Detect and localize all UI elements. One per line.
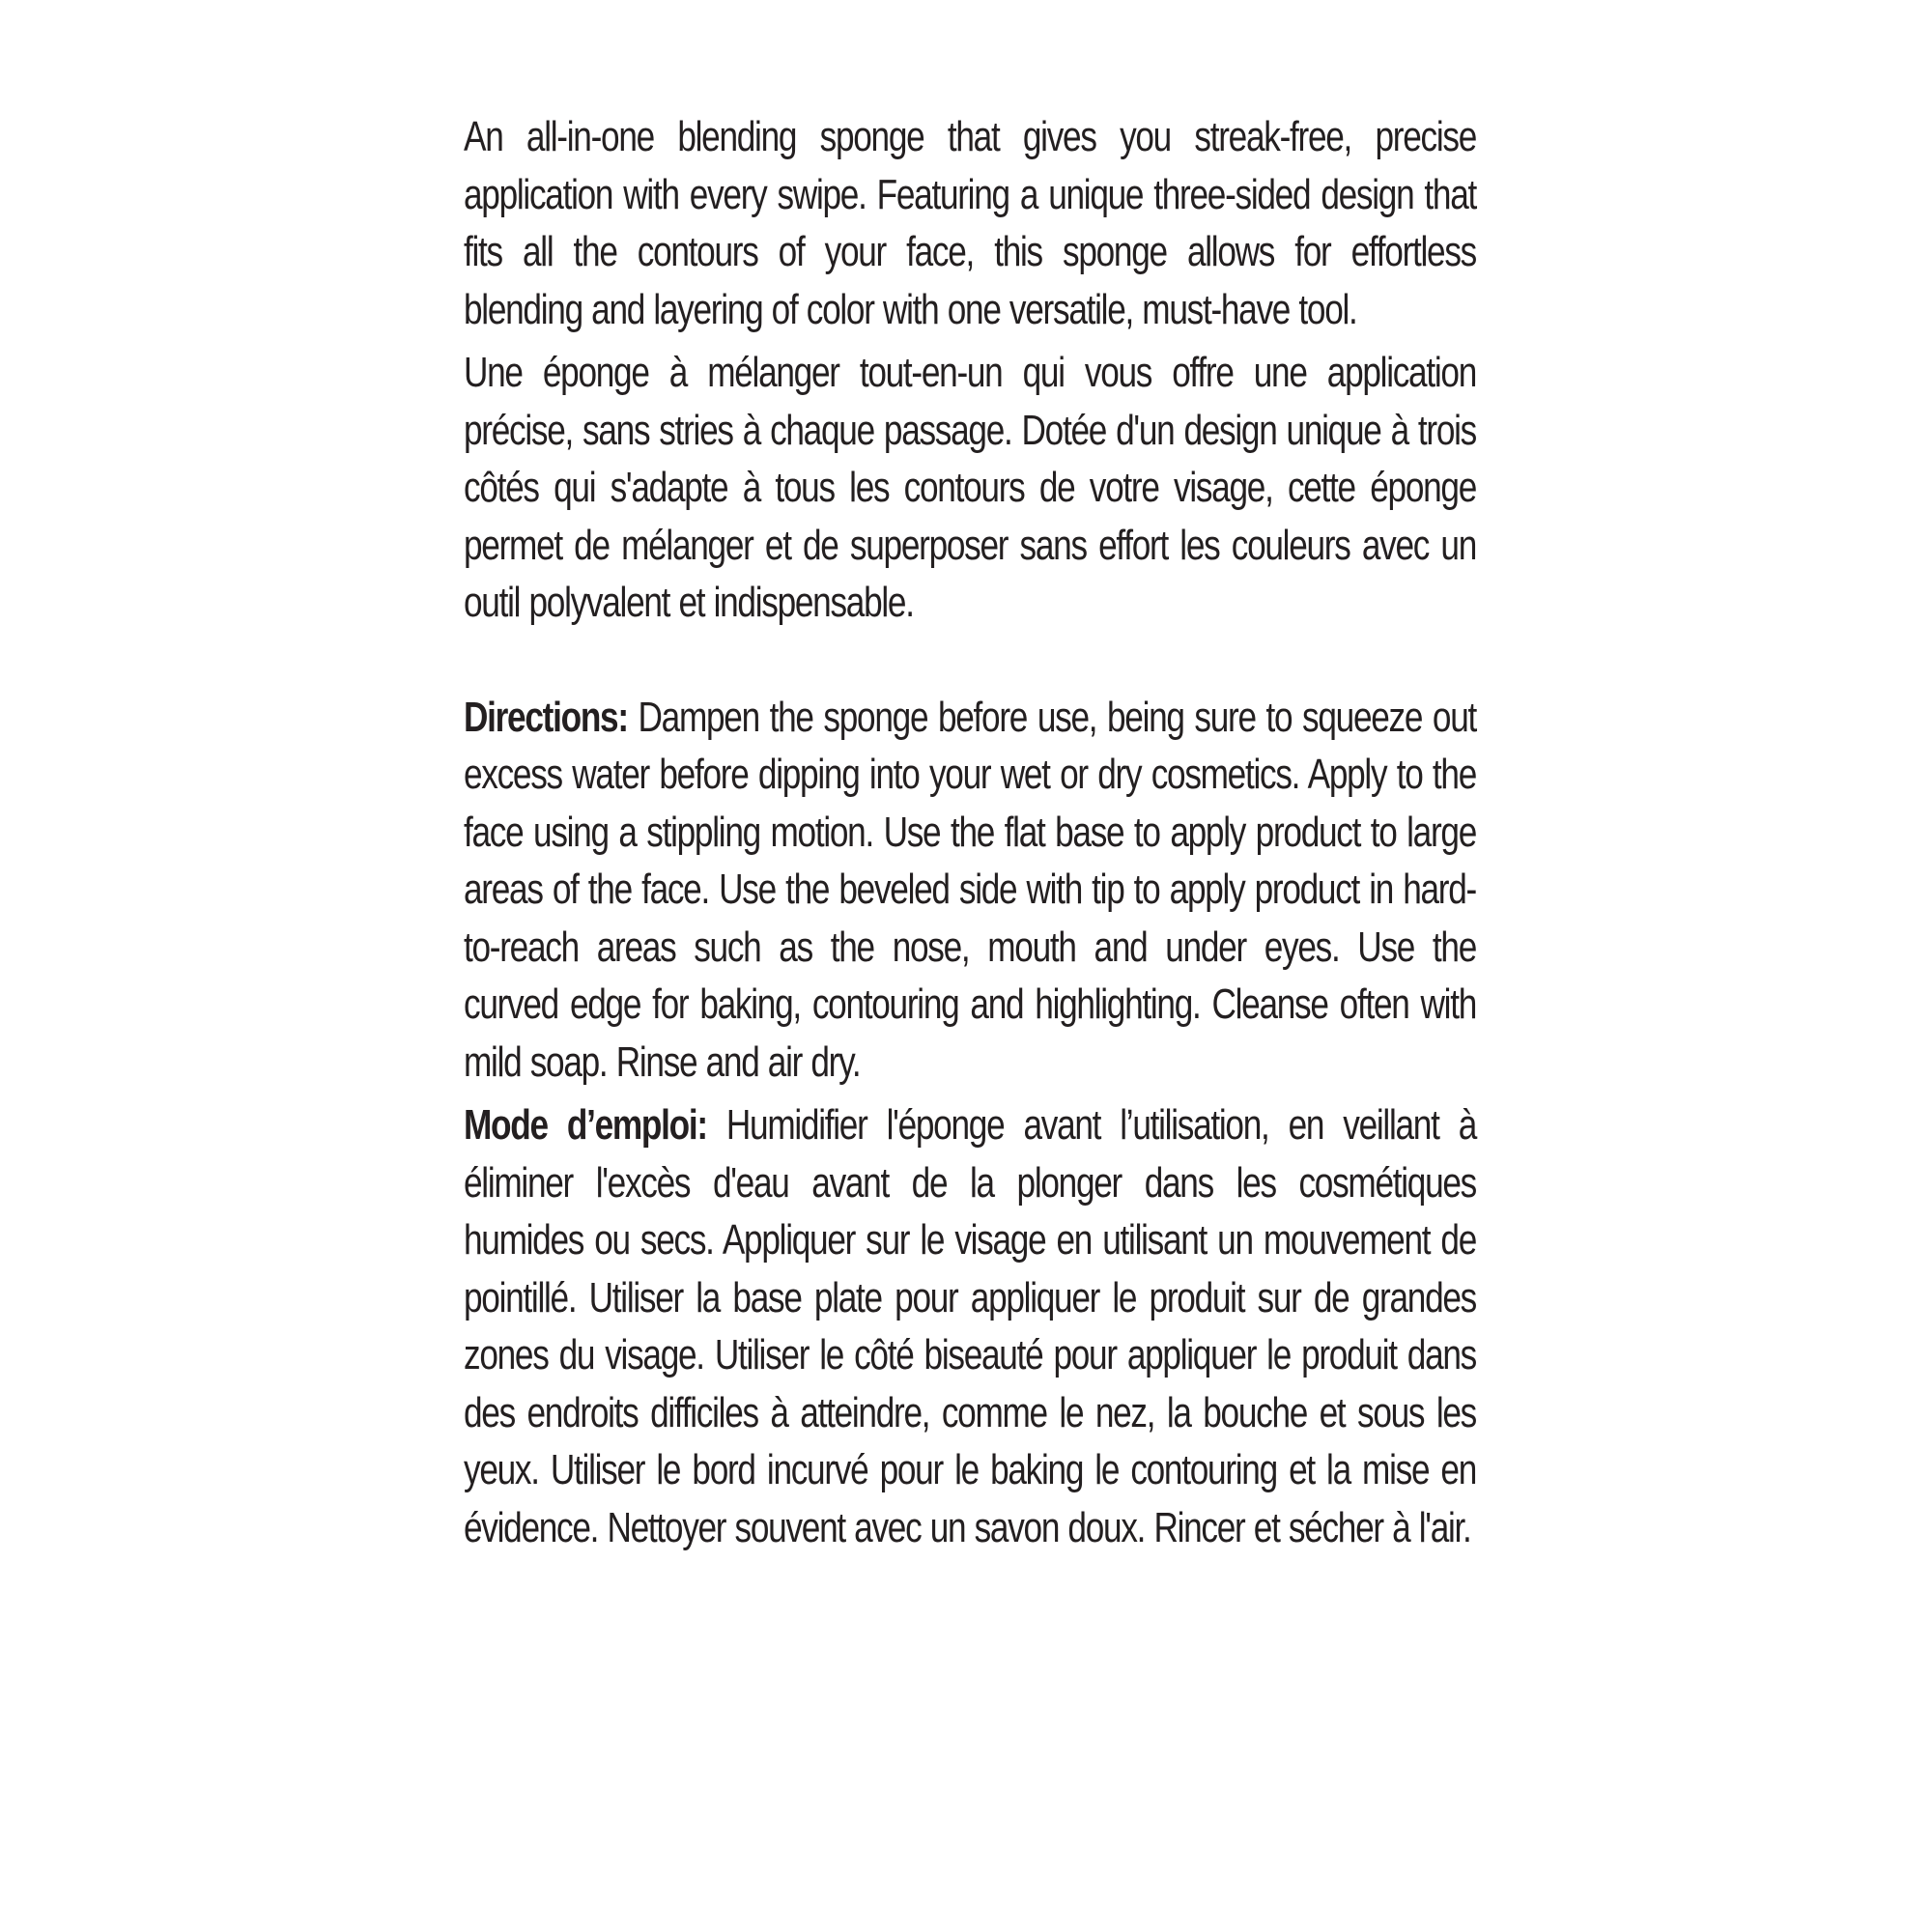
directions-french <box>464 1096 1476 1556</box>
directions-english <box>464 689 1476 1092</box>
description-french: Une éponge à mélanger tout-en-un qui vous offre une application précise, sans stries à chaque passage. Dotée d'un design unique à trois côtés qui s'adapte à tous les contours de votre visage, cette éponge permet de mélanger et de superposer sans effort les couleurs avec un outil polyvalent et indispensable. <box>464 349 1476 626</box>
product-text-block <box>464 108 1476 1556</box>
description-english: An all-in-one blending sponge that gives you streak-free, precise application with every swipe. Featuring a unique three-sided design that fits all the contours of your face, this sponge allows for effortless blending and layering of color with one versatile, must-have tool. <box>464 113 1476 333</box>
directions-text: Dampen the sponge before use, being sure to squeeze out excess water before dipping into your wet or dry cosmetics. Apply to the face using a stippling motion. Use the flat base to apply product to large areas of the face. Use the beveled side with tip to apply product in hard-to-reach areas such as the nose, mouth and under eyes. Use the curved edge for baking, contouring and highlighting. Cleanse often with mild soap. Rinse and air dry. <box>464 693 1476 1086</box>
section-spacer <box>464 632 1476 689</box>
mode-emploi-label: Mode d’emploi: <box>464 1101 707 1149</box>
directions-label: Directions: <box>464 693 628 741</box>
mode-emploi-text: Humidifier l'éponge avant l’utilisation, en veillant à éliminer l'excès d'eau avant de la plonger dans les cosmétiques humides ou secs. Appliquer sur le visage en utilisant un mouvement de pointillé. Utiliser la base plate pour appliquer le produit sur de grandes zones du visage. Utiliser le côté biseauté pour appliquer le produit dans des endroits difficiles à atteindre, comme le nez, la bouche et sous les yeux. Utiliser le bord incurvé pour le baking le contouring et la mise en évidence. Nettoyer souvent avec un savon doux. Rincer et sécher à l'air. <box>464 1101 1476 1551</box>
